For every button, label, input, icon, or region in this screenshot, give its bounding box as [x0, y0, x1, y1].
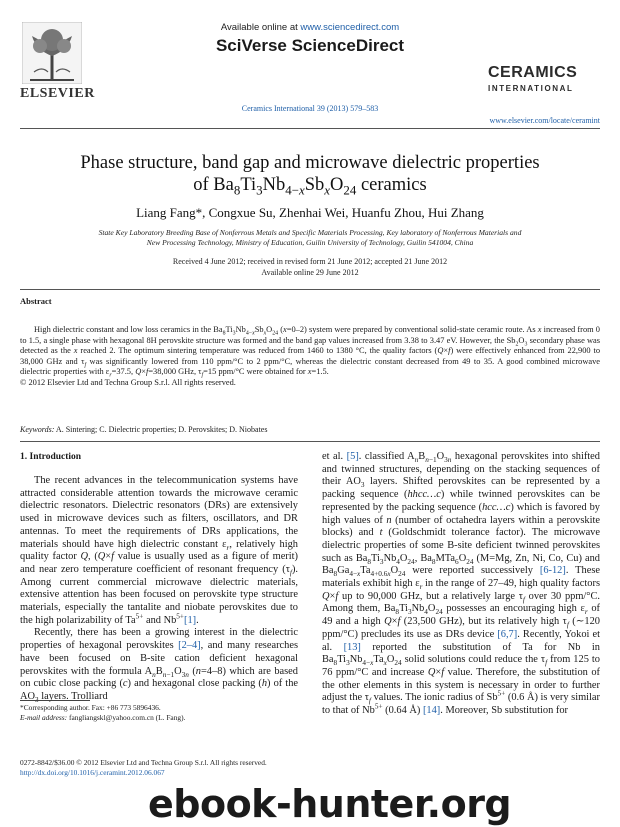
author-email[interactable]: fangliangskl@yahoo.com.cn (L. Fang).	[67, 713, 186, 722]
left-column-text: The recent advances in the telecommunication systems have attracted considerable attention towards the microwave ceramic dielectric resonators. Dielectric resonators (DRs) are extensively used in microwave devices such as filters, oscillators, and DR antennas. To meet the requirements of DRs applications, the materials should have high dielectric constant $\varepsilon_r$, relatively high quality factor Q, (Q×f value is usually used as a figure of merit) and near zero temperature coefficient of resonant frequency $(\tau_f)$. Among current commercial microwave dielectric materials, extensive attention has been focused on perovskite type structure materials, especially the tantalite and niobate perovskites due to the high polarizability of $Ta^{5+}$ and $Nb^{5+}[1]$. Recently, there has been a growing interest in the dielectric properties of hexagonal perovskites [2–4], and many researches have been focused on B-site cation deficient hexagonal perovskites with the formula $A_nB_{n-1}O_{3n}$ (n=4–8) which are based on cubic close packing (c) and hexagonal close packing (h) of the $AO_3$ layers. Trolliard	[20, 475, 299, 705]
keywords: Keywords: A. Sintering; C. Dielectric properties; D. Perovskites; D. Niobates	[20, 425, 268, 434]
footnote-rule	[20, 700, 90, 701]
issn-copyright: 0272-8842/$36.00 © 2012 Elsevier Ltd and Techna Group S.r.l. All rights reserved. http://dx.doi.org/10.1016/j.ceramint.2012.06.067	[20, 758, 420, 778]
abstract-copyright: © 2012 Elsevier Ltd and Techna Group S.r.l. All rights reserved.	[20, 377, 236, 387]
abstract-heading: Abstract	[20, 296, 52, 306]
article-title: Phase structure, band gap and microwave dielectric properties of $Ba_8Ti_3Nb_{4-x}Sb_xO_{24}$ ceramics	[80, 153, 540, 198]
publisher-name: ELSEVIER	[20, 86, 95, 101]
section-heading: 1. Introduction	[20, 452, 82, 462]
availability-line: Available online at www.sciencedirect.com	[220, 22, 400, 33]
sciencedirect-link[interactable]: www.sciencedirect.com	[300, 22, 400, 33]
watermark-text: ebook-hunter.org	[148, 782, 512, 826]
journal-logo-sub: INTERNATIONAL	[488, 84, 574, 93]
journal-url-link[interactable]: www.elsevier.com/locate/ceramint	[489, 116, 600, 125]
affiliation: State Key Laboratory Breeding Base of Nonferrous Metals and Specific Materials Processing, Key laboratory of Nonferrous Materials and New Processing Technology, Ministry of Education, Guilin University of Technology, Guilin 541004, China	[98, 228, 522, 247]
journal-logo-main: CERAMICS	[488, 64, 578, 81]
abstract-body: High dielectric constant and low loss ceramics in the $Ba_8Ti_3Nb_{4-x}Sb_xO_{24}$ (x=0–2) system were prepared by conventional solid-state ceramic route. As x increased from 0 to 1.5, a single phase with hexagonal 8H perovskite structure was formed and the band gap values increased from 3.38 to 3.47 eV. However, the $Sb_2O_3$ secondary phase was detected as the x reached 2. The optimum sintering temperature was reduced from 1460 to 1380 °C, the quality factors (Q×f) were effectively enhanced from 22,900 to 38,000 GHz and $\tau_f$ was significantly lowered from 110 ppm/°C to 2 ppm/°C, whereas the dielectric constant decreased from 49 to 35. A good combined microwave dielectric properties with $\varepsilon_r=37.5$, Q×f=38,000 GHz, $\tau_f=15$ ppm/°C were obtained for x=1.5. © 2012 Elsevier Ltd and Techna Group S.r.l. All rights reserved.	[20, 325, 601, 387]
platform-name: SciVerse ScienceDirect	[215, 36, 405, 55]
journal-reference[interactable]: Ceramics International 39 (2013) 579–583	[241, 104, 379, 113]
keywords-bottom-rule	[20, 441, 600, 442]
author-list: Liang Fang*, Congxue Su, Zhenhai Wei, Huanfu Zhou, Hui Zhang	[136, 205, 484, 220]
header-rule	[20, 128, 600, 129]
right-column-text: et al. [5]. classified $A_nB_{n-1}O_{3n}$ hexagonal perovskites into shifted and twinned structures, depending on the stacking sequences of their $AO_3$ layers. Shifted perovskites can be represented by a packing sequence (hhcc…c) while twinned perovskites can be represented by the packing sequence (hcc…c) which is favored by high values of n (number of octahedra layers within a perovskite blocks) and t (Goldschmidt tolerance factor). The microwave dielectric properties of some B-site deficient twinned perovskites such as $Ba_8Ti_3Nb_4O_{24}$, $Ba_8MTa_6O_{24}$ (M=Mg, Zn, Ni, Co, Cu) and $Ba_8Ga_{4-x}Ta_{4+0.6x}O_{24}$ were reported successively [6-12]. These materials exhibit high $\varepsilon_r$ in the range of 27–49, high quality factors Q×f up to 90,000 GHz, but a relatively large $\tau_f$ over 30 ppm/°C. Among them, $Ba_8Ti_3Nb_4O_{24}$ possesses an encouraging high $\varepsilon_r$ of 49 and a high Q×f (23,500 GHz), but its relatively high $\tau_f$ (∼120 ppm/°C) precludes its use as DRs device [6,7]. Recently, Yokoi et al. [13] reported the substitution of Ta for Nb in $Ba_8Ti_3Nb_{4-x}Ta_xO_{24}$ solid solutions could reduce the $\tau_f$ from 125 to 76 ppm/°C and increase Q×f value. Therefore, the substitution of the other elements in this system is necessary in order to further adjust the $\tau_f$ values. The ionic radius of $Sb^{5+}$ (0.6 Å) is very similar to that of $Nb^{5+}$ (0.64 Å) [14]. Moreover, Sb substitution for	[322, 451, 601, 717]
article-dates: Received 4 June 2012; received in revised form 21 June 2012; accepted 21 June 2012 Available online 29 June 2012	[172, 257, 448, 277]
corresponding-author-footnote: *Corresponding author. Fax: +86 773 5896436. E-mail address: fangliangskl@yahoo.com.cn (L. Fang).	[20, 703, 186, 722]
doi-link[interactable]: http://dx.doi.org/10.1016/j.ceramint.2012.06.067	[20, 768, 165, 777]
abstract-top-rule	[20, 289, 600, 290]
